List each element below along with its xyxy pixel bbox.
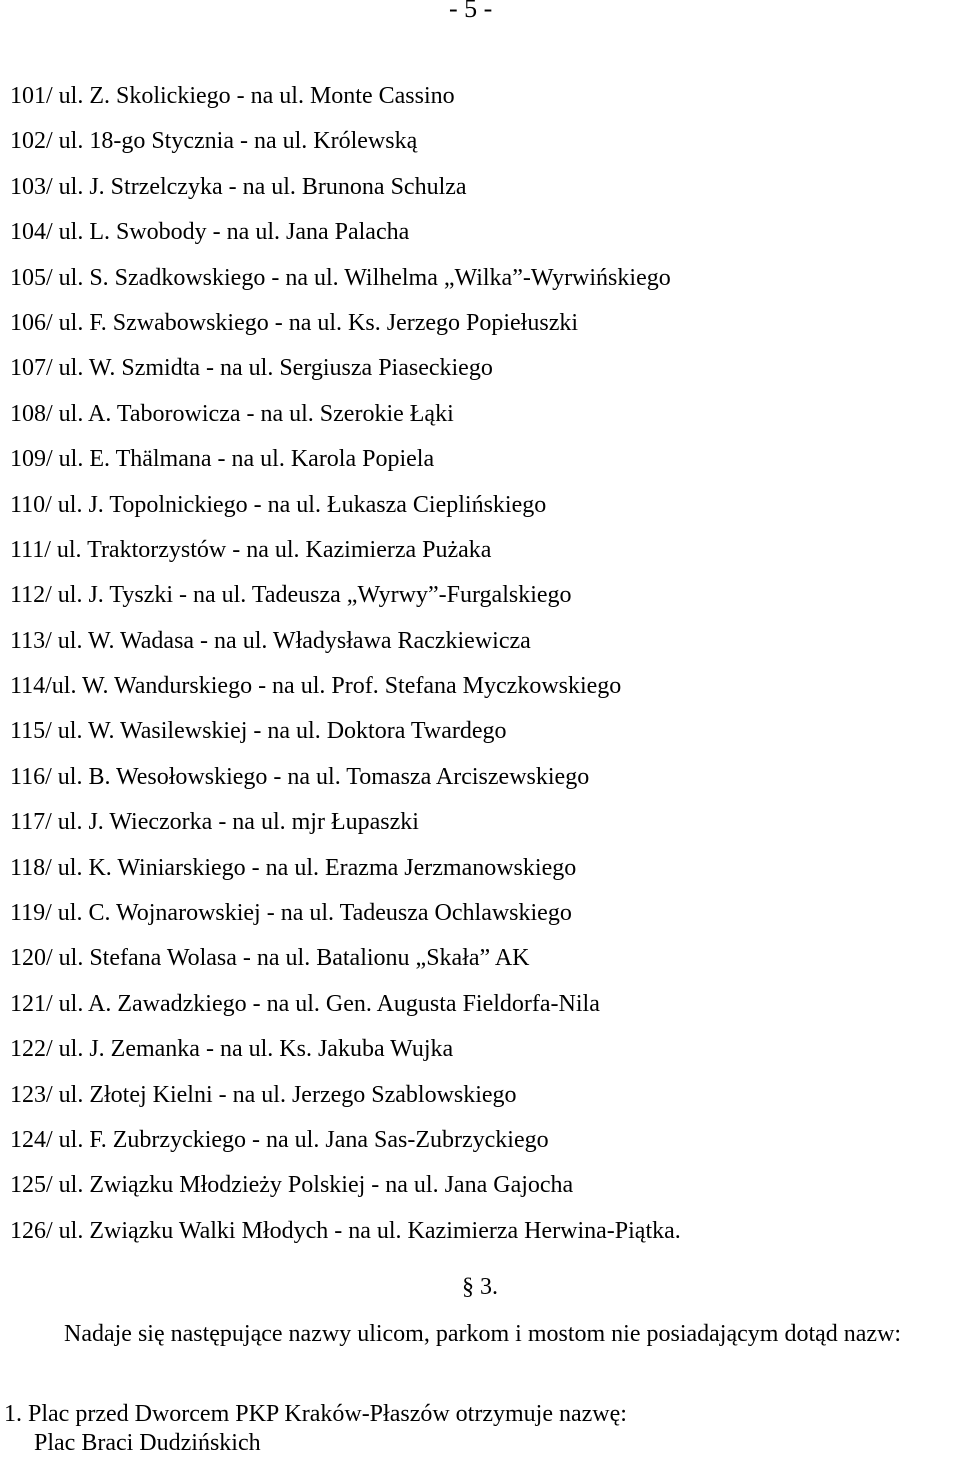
list-item: 117/ ul. J. Wieczorka - na ul. mjr Łupaszki bbox=[10, 809, 419, 836]
list-item: 112/ ul. J. Tyszki - na ul. Tadeusza „Wyrwy”-Furgalskiego bbox=[10, 582, 572, 609]
list-item: 120/ ul. Stefana Wolasa - na ul. Batalionu „Skała” AK bbox=[10, 945, 530, 972]
list-item: 105/ ul. S. Szadkowskiego - na ul. Wilhelma „Wilka”-Wyrwińskiego bbox=[10, 264, 671, 291]
list-item: 123/ ul. Złotej Kielni - na ul. Jerzego Szablowskiego bbox=[10, 1081, 517, 1108]
list-item: 118/ ul. K. Winiarskiego - na ul. Erazma Jerzmanowskiego bbox=[10, 854, 577, 881]
list-item: 116/ ul. B. Wesołowskiego - na ul. Tomasza Arciszewskiego bbox=[10, 763, 590, 790]
list-item: 109/ ul. E. Thälmana - na ul. Karola Popiela bbox=[10, 446, 435, 473]
naming-item: 1. Plac przed Dworcem PKP Kraków-Płaszów otrzymuje nazwę: bbox=[4, 1401, 627, 1427]
section-heading: § 3. bbox=[462, 1274, 498, 1300]
list-item: 122/ ul. J. Zemanka - na ul. Ks. Jakuba Wujka bbox=[10, 1036, 454, 1063]
list-item: 110/ ul. J. Topolnickiego - na ul. Łukasza Cieplińskiego bbox=[10, 491, 547, 518]
page-number: - 5 - bbox=[449, 0, 493, 23]
list-item: 121/ ul. A. Zawadzkiego - na ul. Gen. Augusta Fieldorfa-Nila bbox=[10, 990, 600, 1017]
list-item: 107/ ul. W. Szmidta - na ul. Sergiusza Piaseckiego bbox=[10, 355, 493, 382]
list-item: 106/ ul. F. Szwabowskiego - na ul. Ks. Jerzego Popiełuszki bbox=[10, 309, 579, 336]
list-item: 115/ ul. W. Wasilewskiej - na ul. Doktora Twardego bbox=[10, 718, 507, 745]
list-item: 114/ul. W. Wandurskiego - na ul. Prof. Stefana Myczkowskiego bbox=[10, 673, 622, 700]
list-item: 102/ ul. 18-go Stycznia - na ul. Królewską bbox=[10, 128, 418, 155]
list-item: 104/ ul. L. Swobody - na ul. Jana Palacha bbox=[10, 219, 410, 246]
list-item: 108/ ul. A. Taborowicza - na ul. Szerokie Łąki bbox=[10, 400, 454, 427]
list-item: 111/ ul. Traktorzystów - na ul. Kazimierza Pużaka bbox=[10, 536, 492, 563]
section-intro-paragraph: Nadaje się następujące nazwy ulicom, parkom i mostom nie posiadającym dotąd nazw: bbox=[64, 1321, 902, 1347]
street-rename-list bbox=[10, 79, 681, 1259]
list-item: 125/ ul. Związku Młodzieży Polskiej - na ul. Jana Gajocha bbox=[10, 1172, 574, 1199]
list-item: 126/ ul. Związku Walki Młodych - na ul. Kazimierza Herwina-Piątka. bbox=[10, 1217, 681, 1244]
list-item: 113/ ul. W. Wadasa - na ul. Władysława Raczkiewicza bbox=[10, 627, 531, 654]
naming-item-new-name: Plac Braci Dudzińskich bbox=[34, 1430, 261, 1456]
list-item: 101/ ul. Z. Skolickiego - na ul. Monte Cassino bbox=[10, 83, 455, 109]
list-item: 119/ ul. C. Wojnarowskiej - na ul. Tadeusza Ochlawskiego bbox=[10, 900, 572, 927]
list-item: 103/ ul. J. Strzelczyka - na ul. Brunona Schulza bbox=[10, 173, 467, 200]
list-item: 124/ ul. F. Zubrzyckiego - na ul. Jana Sas-Zubrzyckiego bbox=[10, 1126, 549, 1153]
